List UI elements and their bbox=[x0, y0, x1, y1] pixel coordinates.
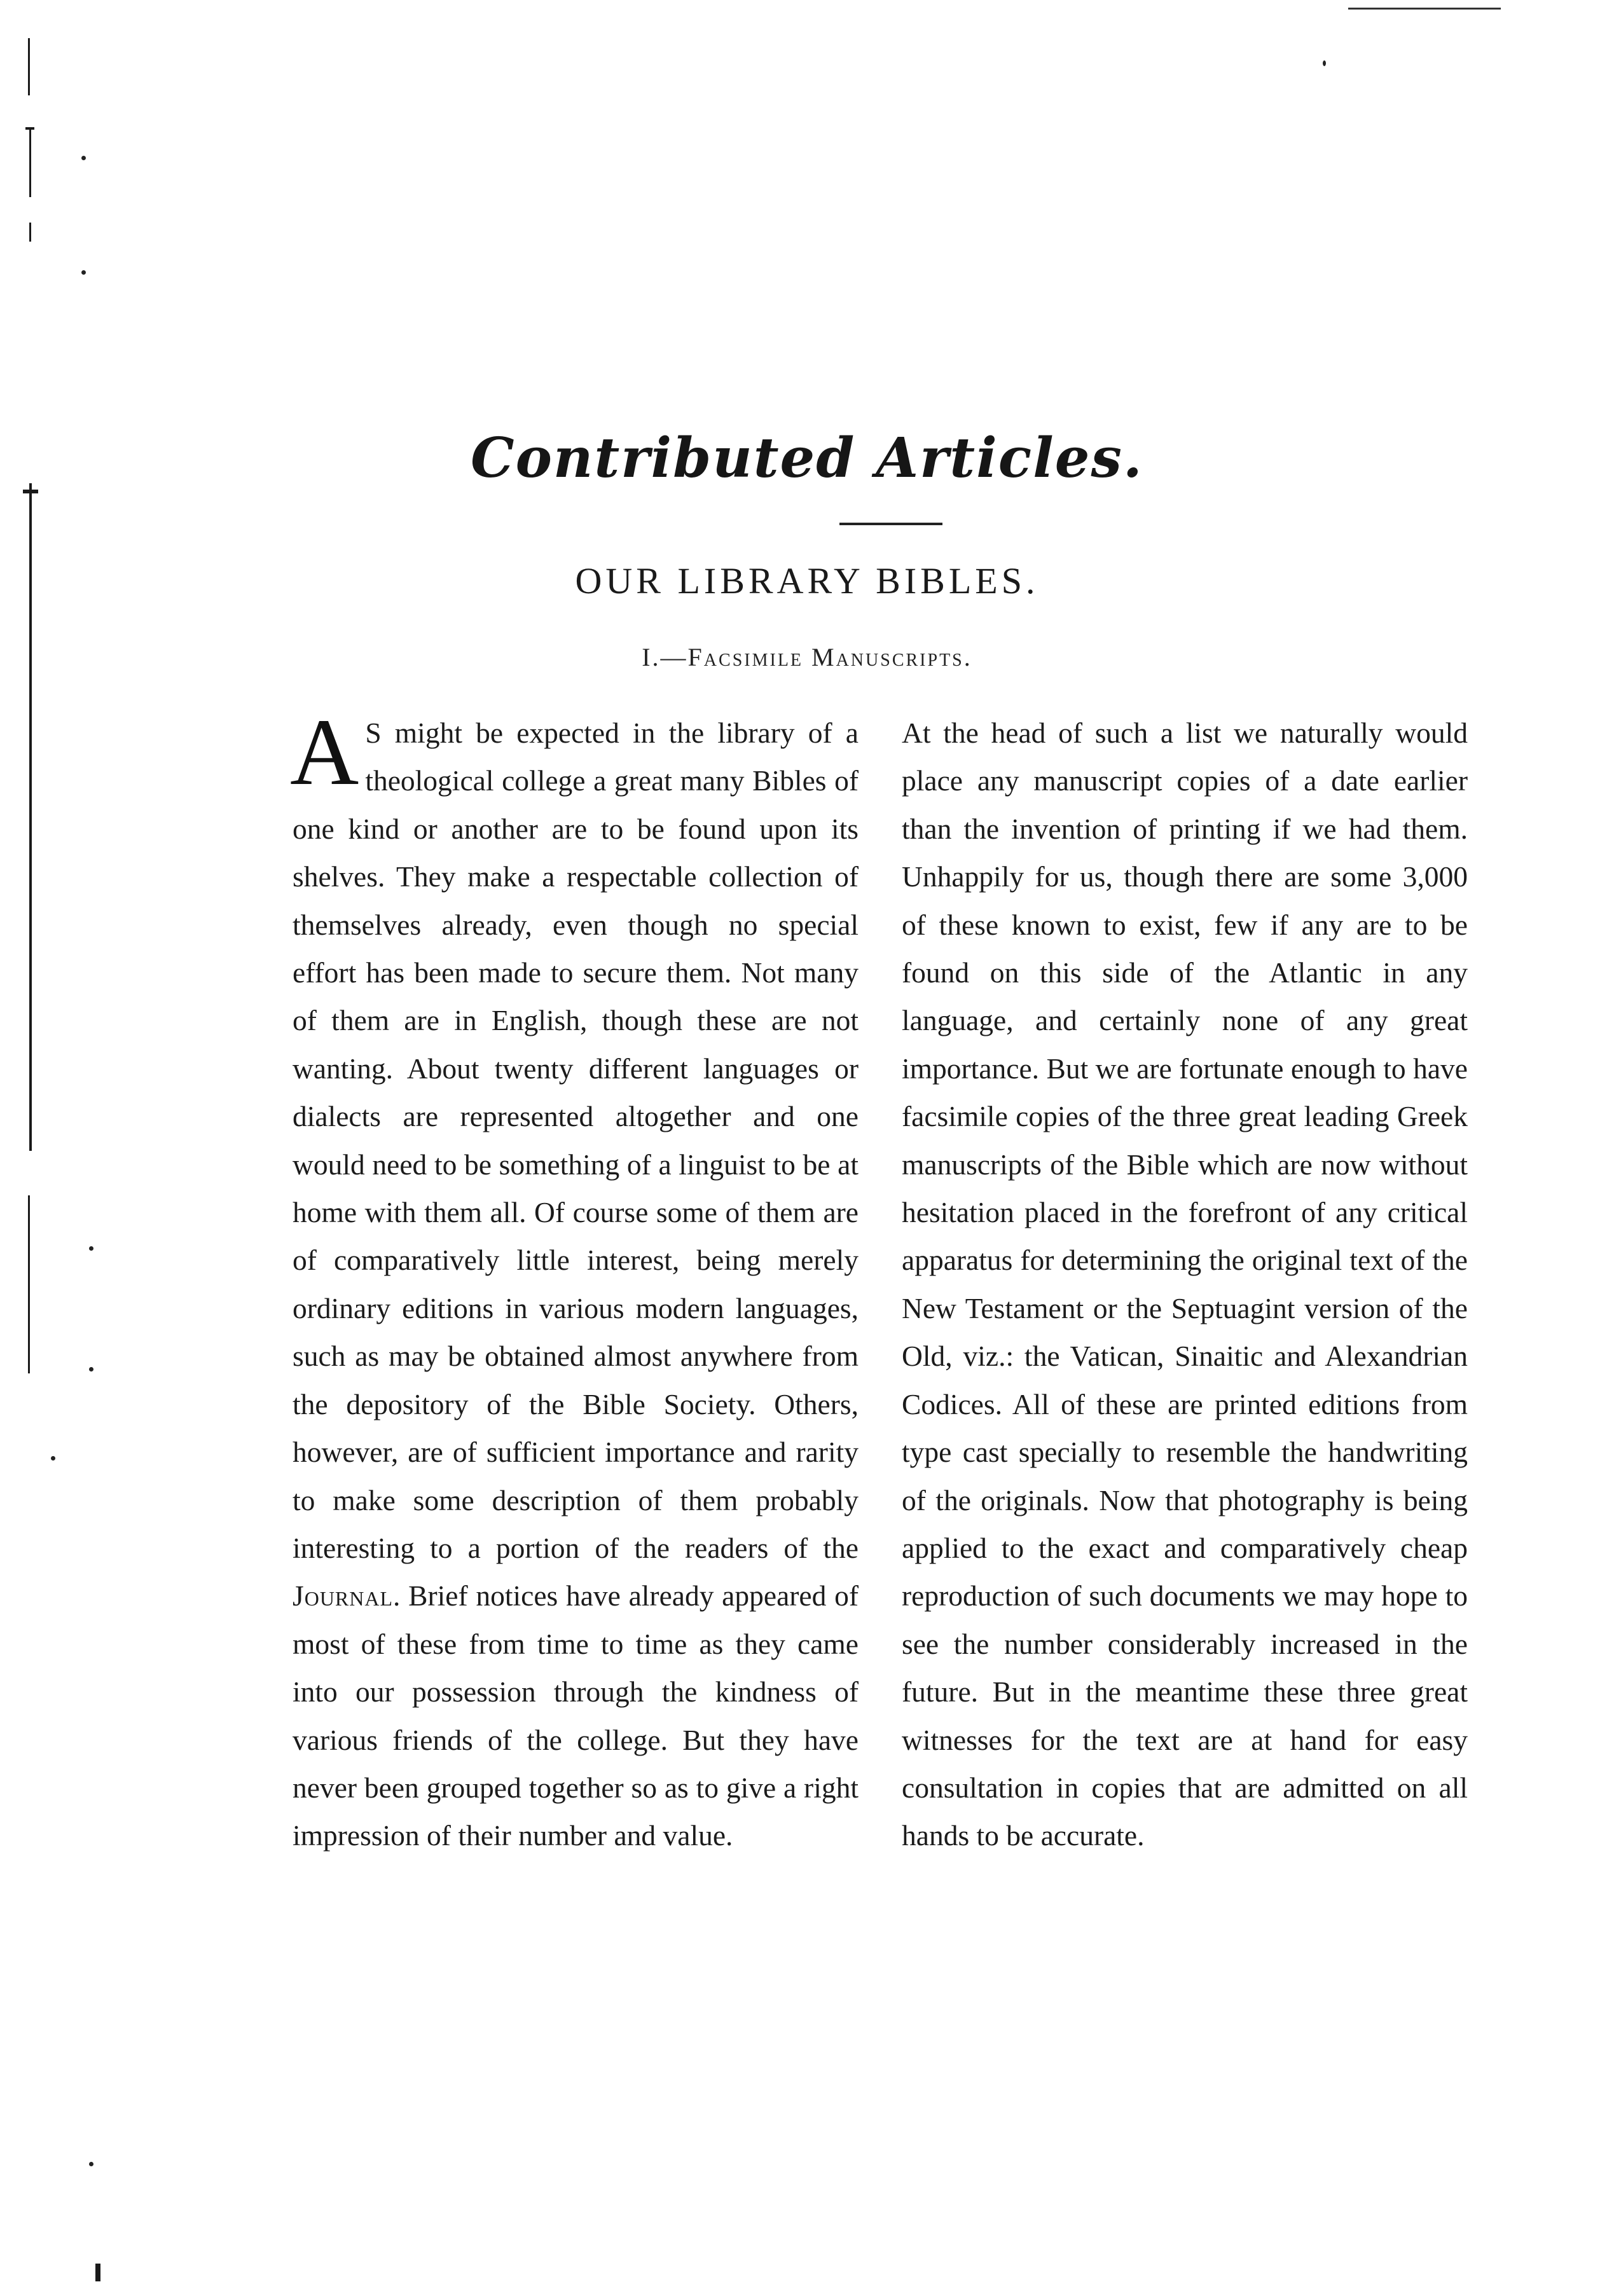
heading-divider bbox=[839, 523, 942, 525]
article-title: OUR LIBRARY BIBLES. bbox=[575, 560, 1039, 601]
binding-mark bbox=[28, 1195, 30, 1373]
drop-cap: A bbox=[290, 699, 359, 805]
binding-mark bbox=[95, 2264, 100, 2281]
journal-word: Journal bbox=[293, 1579, 394, 1612]
binding-mark bbox=[29, 127, 31, 197]
scan-dot bbox=[89, 2162, 93, 2166]
section-heading: Contributed Articles. bbox=[471, 426, 1143, 490]
left-column bbox=[290, 699, 859, 1860]
binding-mark bbox=[28, 38, 30, 95]
right-column bbox=[902, 709, 1468, 1860]
top-rule bbox=[1348, 8, 1501, 10]
scan-dot bbox=[89, 1367, 93, 1371]
right-paragraph: At the head of such a list we naturally would place any manuscript copies of a date earlier than the invention of printing if we had them. Unhappily for us, though there are some 3,000 of these known to exist, few if any are to be found on this side of the Atlantic in any language, and certainly none of any great importance. But we are fortunate enough to have facsimile copies of the three great leading Greek manuscripts of the Bible which are now without hesitation placed in the forefront of any critical apparatus for determining the original text of the New Testament or the Septuagint version of the Old, viz.: the Vatican, Sinaitic and Alexandrian Codices. All of these are printed editions from type cast specially to resemble the handwriting of the originals. Now that photography is being applied to the exact and comparatively cheap reproduction of such documents we may hope to see the number considerably increased in the future. But in the meantime these three great witnesses for the text are at hand for easy consultation in copies that are admitted on all hands to be accurate. bbox=[902, 717, 1468, 1852]
scan-dot bbox=[81, 156, 86, 160]
scan-dot bbox=[1323, 60, 1326, 66]
left-text-end: . Brief notices have already appeared of most of these from time to time as they came into our possession through the kindness of various friends of the college. But they have never been grouped together so as to give a right impression of their number and value. bbox=[293, 1579, 859, 1852]
scan-dot bbox=[81, 270, 86, 275]
article-subtitle: I.—Facsimile Manuscripts. bbox=[642, 643, 972, 671]
scan-dot bbox=[89, 1246, 93, 1251]
scan-dot bbox=[51, 1456, 55, 1461]
binding-mark bbox=[29, 223, 31, 242]
left-text-start: S might be expected in the library of a theological college a great many Bibles of one kind or another are to be found upon its shelves. They make a respectable collection of themselves already, even though no special effort has been made to secure them. Not many of them are in English, though these are not wanting. About twenty different languages or dialects are represented altogether and one would need to be something of a linguist to be at home with them all. Of course some of them are of comparatively little interest, being merely ordinary editions in various modern languages, such as may be obtained almost anywhere from the depository of the Bible Society. Others, however, are of sufficient importance and rarity to make some description of them probably interesting to a portion of the readers of the bbox=[293, 717, 859, 1564]
left-paragraph bbox=[290, 699, 859, 1860]
